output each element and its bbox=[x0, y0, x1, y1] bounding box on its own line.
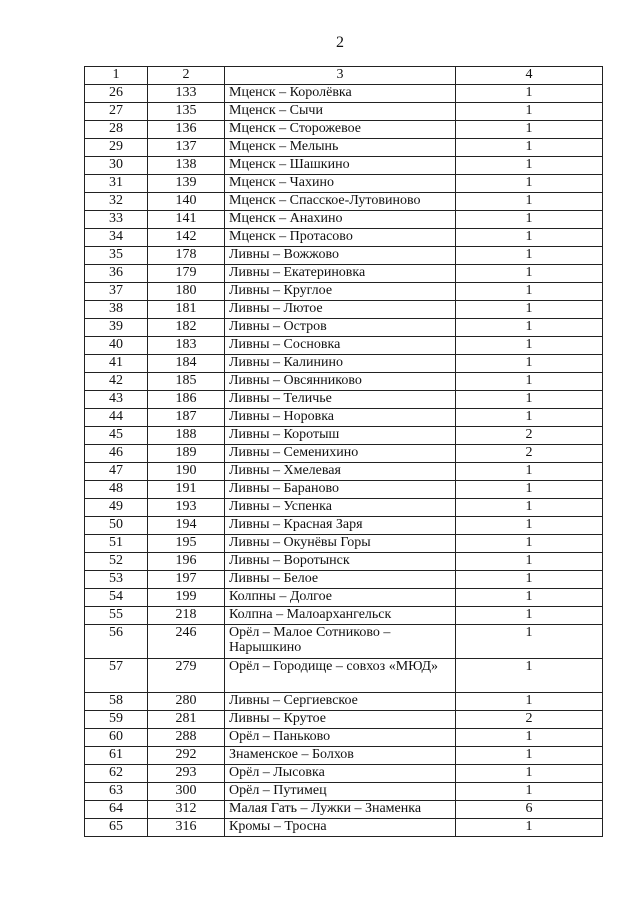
row-number-cell: 29 bbox=[85, 139, 148, 157]
row-number-cell: 49 bbox=[85, 499, 148, 517]
count-cell: 1 bbox=[456, 783, 603, 801]
count-cell: 1 bbox=[456, 535, 603, 553]
route-number-cell: 246 bbox=[148, 625, 225, 659]
count-cell: 1 bbox=[456, 157, 603, 175]
table-row bbox=[85, 247, 603, 265]
count-cell: 2 bbox=[456, 445, 603, 463]
table-row bbox=[85, 747, 603, 765]
route-name-cell: Ливны – Норовка bbox=[225, 409, 456, 427]
route-name-cell: Орёл – Путимец bbox=[225, 783, 456, 801]
route-name-cell: Ливны – Калинино bbox=[225, 355, 456, 373]
count-cell: 1 bbox=[456, 481, 603, 499]
row-number-cell: 57 bbox=[85, 659, 148, 693]
table-row bbox=[85, 571, 603, 589]
route-name-cell: Ливны – Теличье bbox=[225, 391, 456, 409]
count-cell: 1 bbox=[456, 247, 603, 265]
row-number-cell: 56 bbox=[85, 625, 148, 659]
table-row bbox=[85, 283, 603, 301]
count-cell: 6 bbox=[456, 801, 603, 819]
count-cell: 1 bbox=[456, 409, 603, 427]
route-name-cell: Ливны – Коротыш bbox=[225, 427, 456, 445]
route-number-cell: 183 bbox=[148, 337, 225, 355]
route-name-cell: Ливны – Окунёвы Горы bbox=[225, 535, 456, 553]
count-cell: 1 bbox=[456, 517, 603, 535]
count-cell: 1 bbox=[456, 319, 603, 337]
route-number-cell: 292 bbox=[148, 747, 225, 765]
table-header-row bbox=[85, 67, 603, 85]
page-number: 2 bbox=[336, 34, 344, 51]
table-row bbox=[85, 265, 603, 283]
route-number-cell: 137 bbox=[148, 139, 225, 157]
count-cell: 1 bbox=[456, 139, 603, 157]
row-number-cell: 31 bbox=[85, 175, 148, 193]
route-name-cell: Ливны – Остров bbox=[225, 319, 456, 337]
route-name-cell: Кромы – Тросна bbox=[225, 819, 456, 837]
route-number-cell: 288 bbox=[148, 729, 225, 747]
column-header-2: 2 bbox=[148, 67, 225, 85]
route-number-cell: 140 bbox=[148, 193, 225, 211]
table-row bbox=[85, 229, 603, 247]
row-number-cell: 36 bbox=[85, 265, 148, 283]
table-row bbox=[85, 801, 603, 819]
count-cell: 1 bbox=[456, 819, 603, 837]
count-cell: 1 bbox=[456, 193, 603, 211]
count-cell: 1 bbox=[456, 589, 603, 607]
row-number-cell: 62 bbox=[85, 765, 148, 783]
table-row bbox=[85, 589, 603, 607]
routes-table bbox=[84, 66, 603, 837]
table-row bbox=[85, 607, 603, 625]
route-name-cell: Ливны – Лютое bbox=[225, 301, 456, 319]
count-cell: 1 bbox=[456, 229, 603, 247]
count-cell: 1 bbox=[456, 373, 603, 391]
table-row bbox=[85, 711, 603, 729]
table-row bbox=[85, 659, 603, 693]
column-header-3: 3 bbox=[225, 67, 456, 85]
route-number-cell: 187 bbox=[148, 409, 225, 427]
row-number-cell: 35 bbox=[85, 247, 148, 265]
route-name-cell: Мценск – Мелынь bbox=[225, 139, 456, 157]
route-name-cell: Ливны – Красная Заря bbox=[225, 517, 456, 535]
count-cell: 1 bbox=[456, 283, 603, 301]
count-cell: 1 bbox=[456, 355, 603, 373]
row-number-cell: 32 bbox=[85, 193, 148, 211]
count-cell: 1 bbox=[456, 693, 603, 711]
count-cell: 1 bbox=[456, 607, 603, 625]
table-row bbox=[85, 445, 603, 463]
route-name-cell: Мценск – Чахино bbox=[225, 175, 456, 193]
route-number-cell: 180 bbox=[148, 283, 225, 301]
row-number-cell: 28 bbox=[85, 121, 148, 139]
route-number-cell: 196 bbox=[148, 553, 225, 571]
route-name-cell: Ливны – Хмелевая bbox=[225, 463, 456, 481]
table-row bbox=[85, 517, 603, 535]
route-number-cell: 178 bbox=[148, 247, 225, 265]
route-number-cell: 138 bbox=[148, 157, 225, 175]
count-cell: 1 bbox=[456, 337, 603, 355]
route-name-cell: Ливны – Сергиевское bbox=[225, 693, 456, 711]
count-cell: 1 bbox=[456, 103, 603, 121]
count-cell: 1 bbox=[456, 747, 603, 765]
route-number-cell: 135 bbox=[148, 103, 225, 121]
row-number-cell: 41 bbox=[85, 355, 148, 373]
table-row bbox=[85, 139, 603, 157]
route-name-cell: Ливны – Белое bbox=[225, 571, 456, 589]
row-number-cell: 60 bbox=[85, 729, 148, 747]
route-number-cell: 190 bbox=[148, 463, 225, 481]
route-number-cell: 194 bbox=[148, 517, 225, 535]
row-number-cell: 43 bbox=[85, 391, 148, 409]
route-name-cell: Орёл – Паньково bbox=[225, 729, 456, 747]
row-number-cell: 53 bbox=[85, 571, 148, 589]
route-number-cell: 280 bbox=[148, 693, 225, 711]
route-name-cell: Колпны – Долгое bbox=[225, 589, 456, 607]
route-number-cell: 181 bbox=[148, 301, 225, 319]
route-name-cell: Орёл – Малое Сотниково – Нарышкино bbox=[225, 625, 456, 659]
route-name-cell: Ливны – Екатериновка bbox=[225, 265, 456, 283]
route-number-cell: 179 bbox=[148, 265, 225, 283]
count-cell: 1 bbox=[456, 659, 603, 693]
row-number-cell: 45 bbox=[85, 427, 148, 445]
table-row bbox=[85, 157, 603, 175]
route-number-cell: 189 bbox=[148, 445, 225, 463]
table-row bbox=[85, 193, 603, 211]
count-cell: 1 bbox=[456, 211, 603, 229]
route-number-cell: 195 bbox=[148, 535, 225, 553]
row-number-cell: 46 bbox=[85, 445, 148, 463]
row-number-cell: 59 bbox=[85, 711, 148, 729]
table-row bbox=[85, 301, 603, 319]
row-number-cell: 63 bbox=[85, 783, 148, 801]
row-number-cell: 44 bbox=[85, 409, 148, 427]
route-number-cell: 136 bbox=[148, 121, 225, 139]
count-cell: 1 bbox=[456, 571, 603, 589]
row-number-cell: 27 bbox=[85, 103, 148, 121]
row-number-cell: 42 bbox=[85, 373, 148, 391]
table-row bbox=[85, 729, 603, 747]
route-name-cell: Мценск – Сторожевое bbox=[225, 121, 456, 139]
row-number-cell: 40 bbox=[85, 337, 148, 355]
route-name-cell: Ливны – Крутое bbox=[225, 711, 456, 729]
table-row bbox=[85, 427, 603, 445]
count-cell: 1 bbox=[456, 85, 603, 103]
route-number-cell: 300 bbox=[148, 783, 225, 801]
count-cell: 1 bbox=[456, 499, 603, 517]
count-cell: 2 bbox=[456, 427, 603, 445]
row-number-cell: 55 bbox=[85, 607, 148, 625]
table-row bbox=[85, 391, 603, 409]
row-number-cell: 26 bbox=[85, 85, 148, 103]
row-number-cell: 37 bbox=[85, 283, 148, 301]
count-cell: 1 bbox=[456, 265, 603, 283]
table-row bbox=[85, 373, 603, 391]
row-number-cell: 54 bbox=[85, 589, 148, 607]
route-number-cell: 184 bbox=[148, 355, 225, 373]
route-name-cell: Мценск – Шашкино bbox=[225, 157, 456, 175]
row-number-cell: 30 bbox=[85, 157, 148, 175]
row-number-cell: 51 bbox=[85, 535, 148, 553]
table-row bbox=[85, 481, 603, 499]
route-name-cell: Мценск – Анахино bbox=[225, 211, 456, 229]
table-row bbox=[85, 535, 603, 553]
table-row bbox=[85, 553, 603, 571]
route-number-cell: 142 bbox=[148, 229, 225, 247]
row-number-cell: 47 bbox=[85, 463, 148, 481]
route-name-cell: Ливны – Бараново bbox=[225, 481, 456, 499]
route-number-cell: 197 bbox=[148, 571, 225, 589]
row-number-cell: 39 bbox=[85, 319, 148, 337]
route-name-cell: Ливны – Вожжово bbox=[225, 247, 456, 265]
count-cell: 1 bbox=[456, 765, 603, 783]
route-name-cell: Малая Гать – Лужки – Знаменка bbox=[225, 801, 456, 819]
route-number-cell: 279 bbox=[148, 659, 225, 693]
row-number-cell: 34 bbox=[85, 229, 148, 247]
route-number-cell: 312 bbox=[148, 801, 225, 819]
table-row bbox=[85, 765, 603, 783]
row-number-cell: 58 bbox=[85, 693, 148, 711]
table-row bbox=[85, 463, 603, 481]
route-name-cell: Ливны – Семенихино bbox=[225, 445, 456, 463]
route-number-cell: 186 bbox=[148, 391, 225, 409]
route-number-cell: 133 bbox=[148, 85, 225, 103]
count-cell: 1 bbox=[456, 391, 603, 409]
route-name-cell: Ливны – Сосновка bbox=[225, 337, 456, 355]
table-row bbox=[85, 355, 603, 373]
count-cell: 1 bbox=[456, 553, 603, 571]
row-number-cell: 52 bbox=[85, 553, 148, 571]
row-number-cell: 48 bbox=[85, 481, 148, 499]
route-number-cell: 191 bbox=[148, 481, 225, 499]
count-cell: 1 bbox=[456, 301, 603, 319]
table-row bbox=[85, 175, 603, 193]
count-cell: 2 bbox=[456, 711, 603, 729]
route-number-cell: 185 bbox=[148, 373, 225, 391]
count-cell: 1 bbox=[456, 625, 603, 659]
route-name-cell: Орёл – Лысовка bbox=[225, 765, 456, 783]
route-name-cell: Ливны – Воротынск bbox=[225, 553, 456, 571]
route-number-cell: 293 bbox=[148, 765, 225, 783]
row-number-cell: 38 bbox=[85, 301, 148, 319]
row-number-cell: 65 bbox=[85, 819, 148, 837]
route-number-cell: 139 bbox=[148, 175, 225, 193]
column-header-1: 1 bbox=[85, 67, 148, 85]
column-header-4: 4 bbox=[456, 67, 603, 85]
table-row bbox=[85, 121, 603, 139]
table-row bbox=[85, 693, 603, 711]
route-name-cell: Орёл – Городище – совхоз «МЮД» bbox=[225, 659, 456, 693]
route-name-cell: Ливны – Овсянниково bbox=[225, 373, 456, 391]
route-number-cell: 182 bbox=[148, 319, 225, 337]
table-row bbox=[85, 103, 603, 121]
route-name-cell: Мценск – Протасово bbox=[225, 229, 456, 247]
route-name-cell: Мценск – Королёвка bbox=[225, 85, 456, 103]
count-cell: 1 bbox=[456, 463, 603, 481]
table-row bbox=[85, 625, 603, 659]
route-name-cell: Мценск – Спасское-Лутовиново bbox=[225, 193, 456, 211]
table-row bbox=[85, 819, 603, 837]
route-name-cell: Ливны – Круглое bbox=[225, 283, 456, 301]
row-number-cell: 33 bbox=[85, 211, 148, 229]
count-cell: 1 bbox=[456, 175, 603, 193]
count-cell: 1 bbox=[456, 121, 603, 139]
route-number-cell: 218 bbox=[148, 607, 225, 625]
route-name-cell: Знаменское – Болхов bbox=[225, 747, 456, 765]
route-name-cell: Ливны – Успенка bbox=[225, 499, 456, 517]
table-row bbox=[85, 85, 603, 103]
route-number-cell: 316 bbox=[148, 819, 225, 837]
row-number-cell: 64 bbox=[85, 801, 148, 819]
route-name-cell: Мценск – Сычи bbox=[225, 103, 456, 121]
table-row bbox=[85, 319, 603, 337]
route-number-cell: 141 bbox=[148, 211, 225, 229]
table-row bbox=[85, 499, 603, 517]
row-number-cell: 50 bbox=[85, 517, 148, 535]
table-row bbox=[85, 211, 603, 229]
route-number-cell: 193 bbox=[148, 499, 225, 517]
route-number-cell: 199 bbox=[148, 589, 225, 607]
table-row bbox=[85, 783, 603, 801]
table-row bbox=[85, 409, 603, 427]
count-cell: 1 bbox=[456, 729, 603, 747]
route-number-cell: 188 bbox=[148, 427, 225, 445]
route-name-cell: Колпна – Малоархангельск bbox=[225, 607, 456, 625]
table-row bbox=[85, 337, 603, 355]
row-number-cell: 61 bbox=[85, 747, 148, 765]
table-body bbox=[85, 85, 603, 837]
route-number-cell: 281 bbox=[148, 711, 225, 729]
